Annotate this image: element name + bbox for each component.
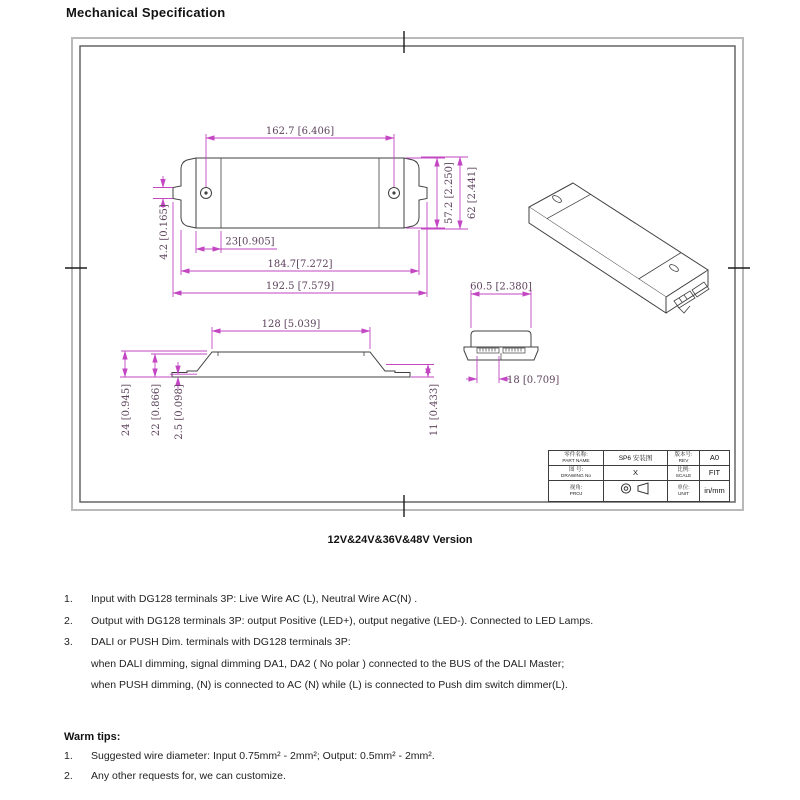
dim-top-height-body: 57.2 [2.250] — [444, 162, 455, 224]
note-text: Input with DG128 terminals 3P: Live Wire AC (L), Neutral Wire AC(N) . — [91, 593, 418, 605]
version-caption: 12V&24V&36V&48V Version — [327, 534, 473, 546]
list-item — [64, 592, 754, 606]
title-block — [548, 450, 729, 502]
dim-top-tab: 4.2 [0.165] — [159, 204, 170, 260]
proj-label: 视角: PROJ — [549, 480, 604, 501]
rev-label: 版本号: REV — [668, 451, 700, 466]
note-number: 1. — [64, 593, 73, 605]
warm-tips-heading: Warm tips: — [64, 731, 121, 743]
rev-value: A0 — [700, 451, 730, 466]
dim-top-end-offset: 23[0.905] — [225, 236, 275, 248]
warm-tips-section — [64, 731, 754, 789]
isometric-view-drawing — [529, 183, 709, 313]
dim-side-foot: 2.5 [0.098] — [174, 384, 185, 440]
dim-top-width-body: 184.7[7.272] — [267, 259, 333, 270]
drawing-no-value: X — [604, 465, 668, 480]
dim-side-height-body: 22 [0.866] — [151, 383, 162, 437]
note-text: DALI or PUSH Dim. terminals with DG128 terminals 3P: — [91, 636, 351, 648]
unit-label: 单位: UNIT — [668, 480, 700, 501]
list-item — [64, 635, 754, 649]
dim-side-height-overall: 24 [0.945] — [121, 383, 132, 437]
dim-end-width: 60.5 [2.380] — [470, 281, 532, 293]
note-text: Output with DG128 terminals 3P: output Positive (LED+), output negative (LED-). Connected to LED Lamps. — [91, 614, 594, 627]
note-number: 3. — [64, 636, 73, 648]
projection-symbol-cell — [604, 480, 668, 501]
scale-value: FIT — [700, 465, 730, 480]
list-item — [64, 614, 754, 628]
note-text: when DALI dimming, signal dimming DA1, DA2 ( No polar ) connected to the BUS of the DALI Master; — [91, 657, 565, 670]
tip-number: 1. — [64, 750, 73, 762]
end-view-drawing — [464, 331, 538, 360]
list-item-continuation — [64, 657, 754, 671]
side-view-drawing — [172, 352, 410, 377]
tip-number: 2. — [64, 770, 73, 782]
list-item — [64, 769, 754, 783]
dim-end-terminal: 18 [0.709] — [507, 375, 560, 386]
projection-symbol-icon — [618, 482, 654, 495]
note-number: 2. — [64, 614, 73, 627]
page-title: Mechanical Specification — [66, 5, 226, 20]
scale-label: 比例: SCALE — [668, 465, 700, 480]
dim-side-end-height: 11 [0.433] — [429, 383, 440, 437]
dim-side-top-width: 128 [5.039] — [261, 319, 321, 330]
dim-top-width-overall: 192.5 [7.579] — [265, 281, 335, 292]
tip-text: Any other requests for, we can customize. — [91, 770, 286, 782]
tip-text: Suggested wire diameter: Input 0.75mm² - 2mm²; Output: 0.5mm² - 2mm². — [91, 750, 435, 762]
top-view-drawing — [173, 158, 427, 228]
unit-value: in/mm — [700, 480, 730, 501]
list-item-continuation — [64, 678, 754, 692]
drawing-no-label: 图 号: DRAWING No — [549, 465, 604, 480]
dim-top-height-overall: 62 [2.441] — [467, 166, 478, 220]
dim-top-width-screws: 162.7 [6.406] — [265, 126, 335, 137]
part-name-value: SP6 安装图 — [604, 451, 668, 466]
notes-list — [64, 592, 754, 700]
list-item — [64, 749, 754, 763]
part-name-label: 零件名称: PART NAME — [549, 451, 604, 466]
note-text: when PUSH dimming, (N) is connected to AC (N) while (L) is connected to Push dim switch dimmer(L). — [91, 679, 568, 691]
